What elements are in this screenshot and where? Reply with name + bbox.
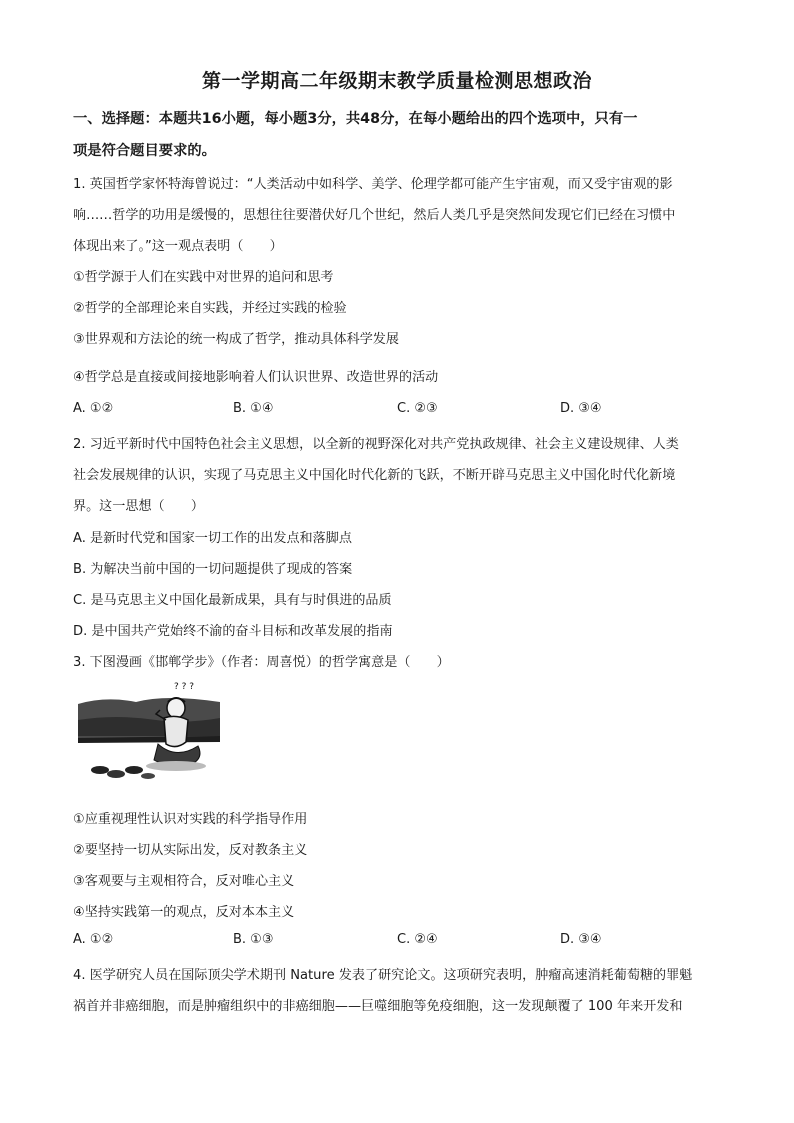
q2-choice-a[interactable]: A. 是新时代党和国家一切工作的出发点和落脚点 [73,531,352,546]
section-heading-line-2: 项是符合题目要求的。 [73,143,216,159]
q3-item-4: ④坚持实践第一的观点，反对本本主义 [73,905,295,920]
q1-item-3: ③世界观和方法论的统一构成了哲学，推动具体科学发展 [73,332,399,347]
q1-option-b[interactable]: B. ①④ [233,401,274,416]
q2-stem-line-3: 界。这一思想（ ） [73,499,204,514]
svg-text:? ? ?: ? ? ? [174,682,195,692]
q3-stem: 3. 下图漫画《邯郸学步》（作者：周喜悦）的哲学寓意是（ ） [73,655,450,670]
q2-choice-c[interactable]: C. 是马克思主义中国化最新成果，具有与时俱进的品质 [73,593,392,608]
q3-option-a[interactable]: A. ①② [73,932,114,947]
cartoon-image [76,680,222,784]
q2-stem-line-1: 2. 习近平新时代中国特色社会主义思想，以全新的视野深化对共产党执政规律、社会主义建设规律、人类 [73,437,679,452]
q2-choice-b[interactable]: B. 为解决当前中国的一切问题提供了现成的答案 [73,562,353,577]
q3-item-3: ③客观要与主观相符合，反对唯心主义 [73,874,295,889]
q4-stem-line-1: 4. 医学研究人员在国际顶尖学术期刊 Nature 发表了研究论文。这项研究表明，肿瘤高速消耗葡萄糖的罪魁 [73,968,693,983]
q4-stem-line-2: 祸首并非癌细胞，而是肿瘤组织中的非癌细胞——巨噬细胞等免疫细胞，这一发现颠覆了 100 年来开发和 [73,999,683,1014]
q2-choice-d[interactable]: D. 是中国共产党始终不渝的奋斗目标和改革发展的指南 [73,624,393,639]
page-title: 第一学期高二年级期末教学质量检测思想政治 [201,70,592,92]
q3-option-c[interactable]: C. ②④ [397,932,438,947]
q1-option-d[interactable]: D. ③④ [560,401,602,416]
q2-stem-line-2: 社会发展规律的认识，实现了马克思主义中国化时代化新的飞跃，不断开辟马克思主义中国化时代化新境 [73,468,676,483]
q3-option-d[interactable]: D. ③④ [560,932,602,947]
q1-item-4: ④哲学总是直接或间接地影响着人们认识世界、改造世界的活动 [73,370,439,385]
q1-stem-line-1: 1. 英国哲学家怀特海曾说过：“人类活动中如科学、美学、伦理学都可能产生宇宙观，而又受宇宙观的影 [73,177,673,192]
q1-option-a[interactable]: A. ①② [73,401,114,416]
section-heading-line-1: 一、选择题：本题共16小题，每小题3分，共48分，在每小题给出的四个选项中，只有一 [73,111,638,127]
q1-stem-line-2: 响……哲学的功用是缓慢的，思想往往要潜伏好几个世纪，然后人类几乎是突然间发现它们已经在习惯中 [73,208,676,223]
q3-item-2: ②要坚持一切从实际出发，反对教条主义 [73,843,308,858]
q3-item-1: ①应重视理性认识对实践的科学指导作用 [73,812,308,827]
q1-stem-line-3: 体现出来了。”这一观点表明（ ） [73,239,283,254]
q1-item-1: ①哲学源于人们在实践中对世界的追问和思考 [73,270,334,285]
q1-option-c[interactable]: C. ②③ [397,401,438,416]
q1-item-2: ②哲学的全部理论来自实践，并经过实践的检验 [73,301,347,316]
q3-option-b[interactable]: B. ①③ [233,932,274,947]
